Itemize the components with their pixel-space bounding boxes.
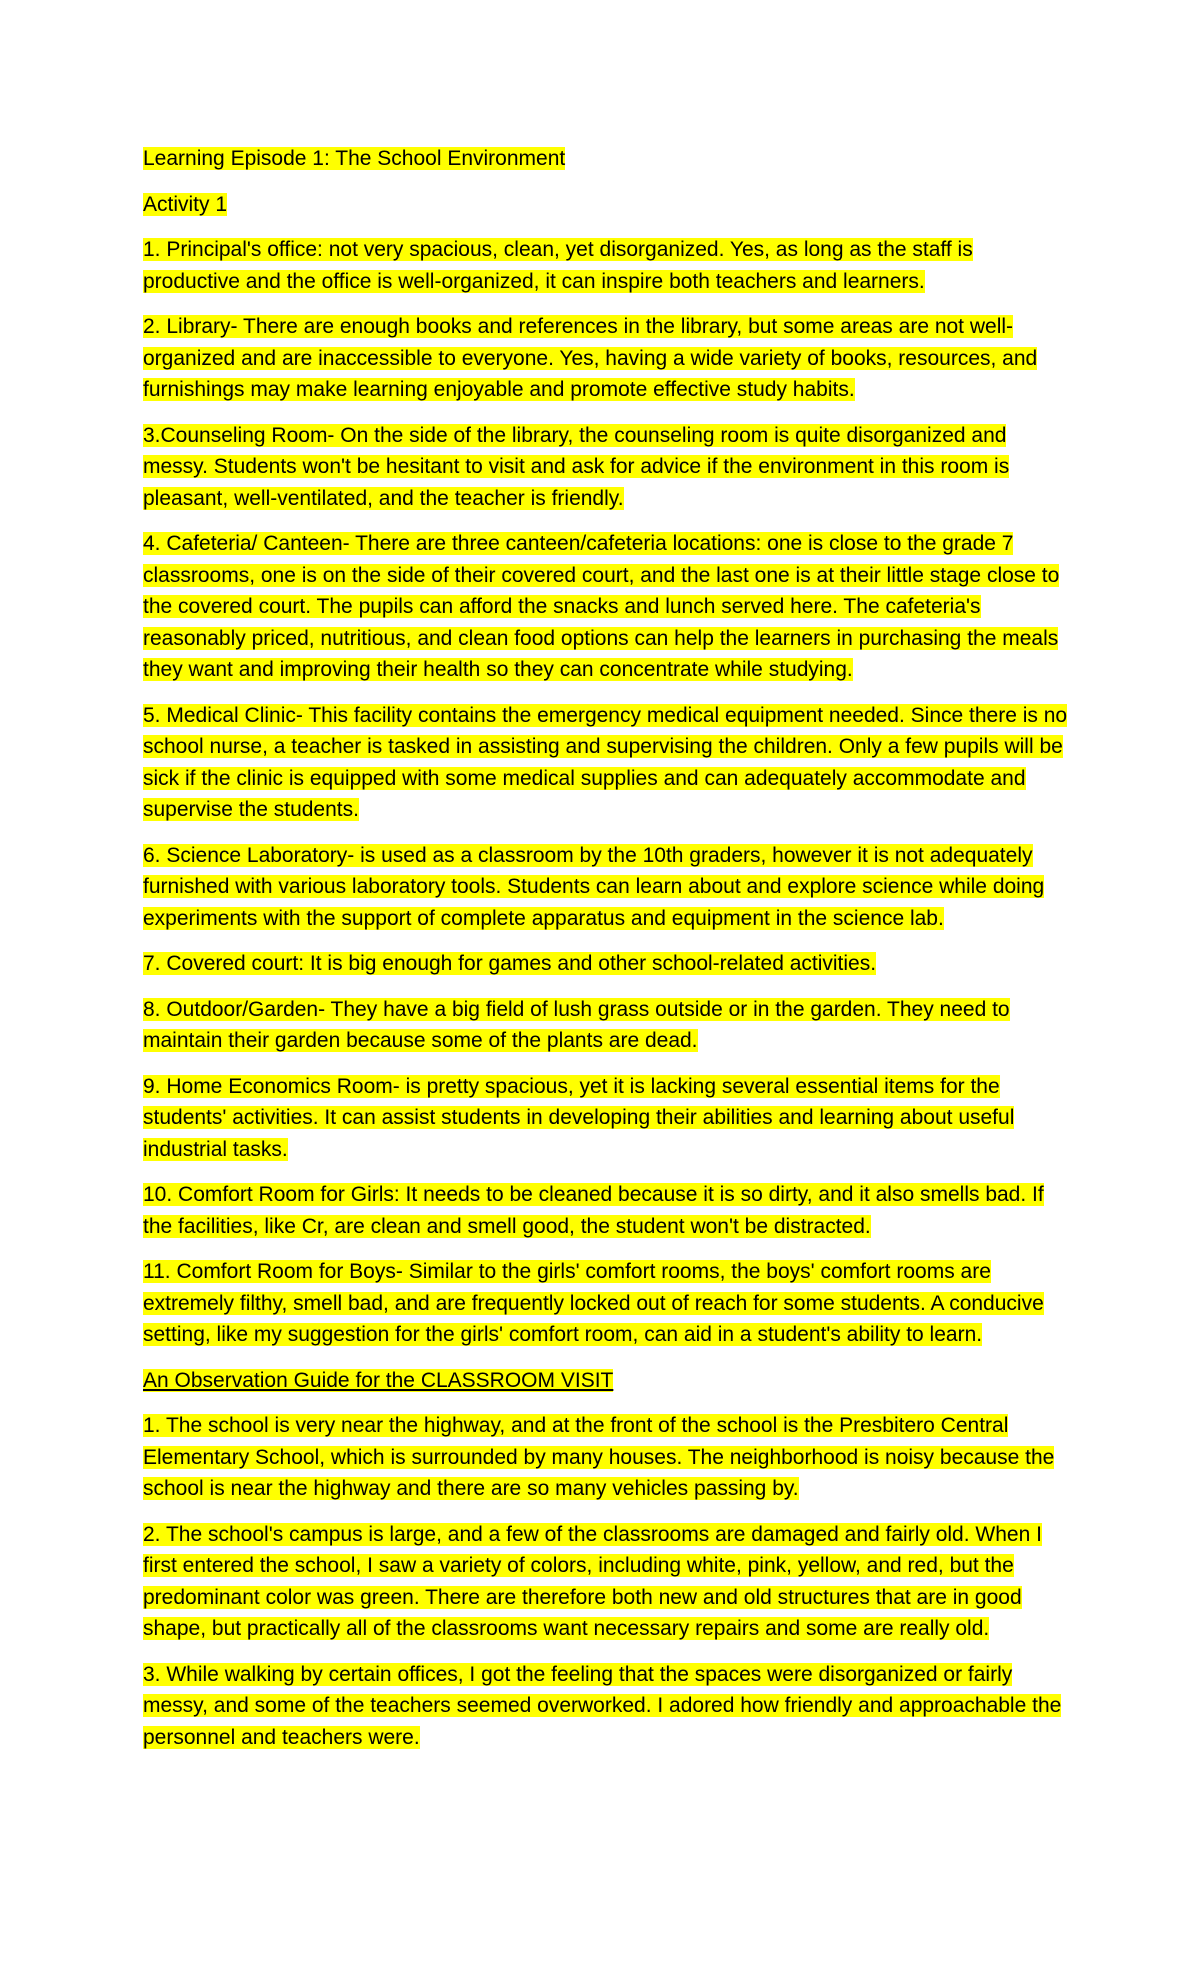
item-text: 6. Science Laboratory- is used as a classroom by the 10th graders, however it is not adequately furnished with various laboratory tools. Students can learn about and explore science while doing experiments with the support of complete apparatus and equipment in the science lab.: [143, 843, 1045, 930]
observation-item: [143, 1519, 1073, 1645]
document-title: [143, 143, 1073, 175]
item-text: 7. Covered court: It is big enough for games and other school-related activities.: [143, 952, 877, 975]
item-counseling-room: [143, 420, 1073, 515]
item-text: 1. Principal's office: not very spacious, clean, yet disorganized. Yes, as long as the staff is productive and the office is well-organized, it can inspire both teachers and learners.: [143, 238, 973, 293]
item-home-economics-room: [143, 1071, 1073, 1166]
item-library: [143, 311, 1073, 406]
item-cafeteria: [143, 528, 1073, 686]
activity-label: [143, 189, 1073, 221]
item-principals-office: [143, 234, 1073, 297]
item-science-laboratory: [143, 840, 1073, 935]
item-text: 10. Comfort Room for Girls: It needs to be cleaned because it is so dirty, and it also smells bad. If the facilities, like Cr, are clean and smell good, the student won't be distracted.: [143, 1183, 1044, 1238]
document-body: [143, 143, 1073, 1767]
item-text: 4. Cafeteria/ Canteen- There are three canteen/cafeteria locations: one is close to the grade 7 classrooms, one is on the side of their covered court, and the last one is at their little stage close to the covered court. The pupils can afford the snacks and lunch served here. The cafeteria's reasonably priced, nutritious, and clean food options can help the learners in purchasing the meals they want and improving their health so they can concentrate while studying.: [143, 532, 1060, 681]
item-comfort-room-boys: [143, 1256, 1073, 1351]
item-text: 3.Counseling Room- On the side of the library, the counseling room is quite disorganized and messy. Students won't be hesitant to visit and ask for advice if the environment in this room is pleasant, well-ventilated, and the teacher is friendly.: [143, 423, 1010, 510]
item-covered-court: [143, 948, 1073, 980]
item-medical-clinic: [143, 700, 1073, 826]
observation-guide-heading: [143, 1365, 1073, 1397]
item-text: 5. Medical Clinic- This facility contains the emergency medical equipment needed. Since there is no school nurse, a teacher is tasked in assisting and supervising the children. Only a few pupils will be sick if the clinic is equipped with some medical supplies and can adequately accommodate and supervise the students.: [143, 703, 1068, 821]
item-outdoor-garden: [143, 994, 1073, 1057]
item-text: 2. Library- There are enough books and references in the library, but some areas are not well-organized and are inaccessible to everyone. Yes, having a wide variety of books, resources, and furnishings may make learning enjoyable and promote effective study habits.: [143, 315, 1038, 401]
observation-text: 1. The school is very near the highway, and at the front of the school is the Presbitero Central Elementary School, which is surrounded by many houses. The neighborhood is noisy because the school is near the highway and there are so many vehicles passing by.: [143, 1414, 1055, 1500]
item-text: 11. Comfort Room for Boys- Similar to the girls' comfort rooms, the boys' comfort rooms are extremely filthy, smell bad, and are frequently locked out of reach for some students. A conducive setting, like my suggestion for the girls' comfort room, can aid in a student's ability to learn.: [143, 1260, 1044, 1346]
item-comfort-room-girls: [143, 1179, 1073, 1242]
item-text: 8. Outdoor/Garden- They have a big field of lush grass outside or in the garden. They need to maintain their garden because some of the plants are dead.: [143, 997, 1010, 1052]
activity-label-text: Activity 1: [143, 192, 228, 216]
observation-guide-heading-text: An Observation Guide for the CLASSROOM VISIT: [143, 1368, 614, 1392]
observation-item: [143, 1410, 1073, 1505]
observation-text: 3. While walking by certain offices, I got the feeling that the spaces were disorganized or fairly messy, and some of the teachers seemed overworked. I adored how friendly and approachable the personnel and teachers were.: [143, 1662, 1062, 1749]
document-title-text: Learning Episode 1: The School Environment: [143, 147, 566, 170]
observation-text: 2. The school's campus is large, and a few of the classrooms are damaged and fairly old. When I first entered the school, I saw a variety of colors, including white, pink, yellow, and red, but the predominant color was green. There are therefore both new and old structures that are in good shape, but practically all of the classrooms want necessary repairs and some are really old.: [143, 1522, 1042, 1640]
observation-item: [143, 1659, 1073, 1754]
item-text: 9. Home Economics Room- is pretty spacious, yet it is lacking several essential items for the students' activities. It can assist students in developing their abilities and learning about useful industrial tasks.: [143, 1074, 1015, 1161]
